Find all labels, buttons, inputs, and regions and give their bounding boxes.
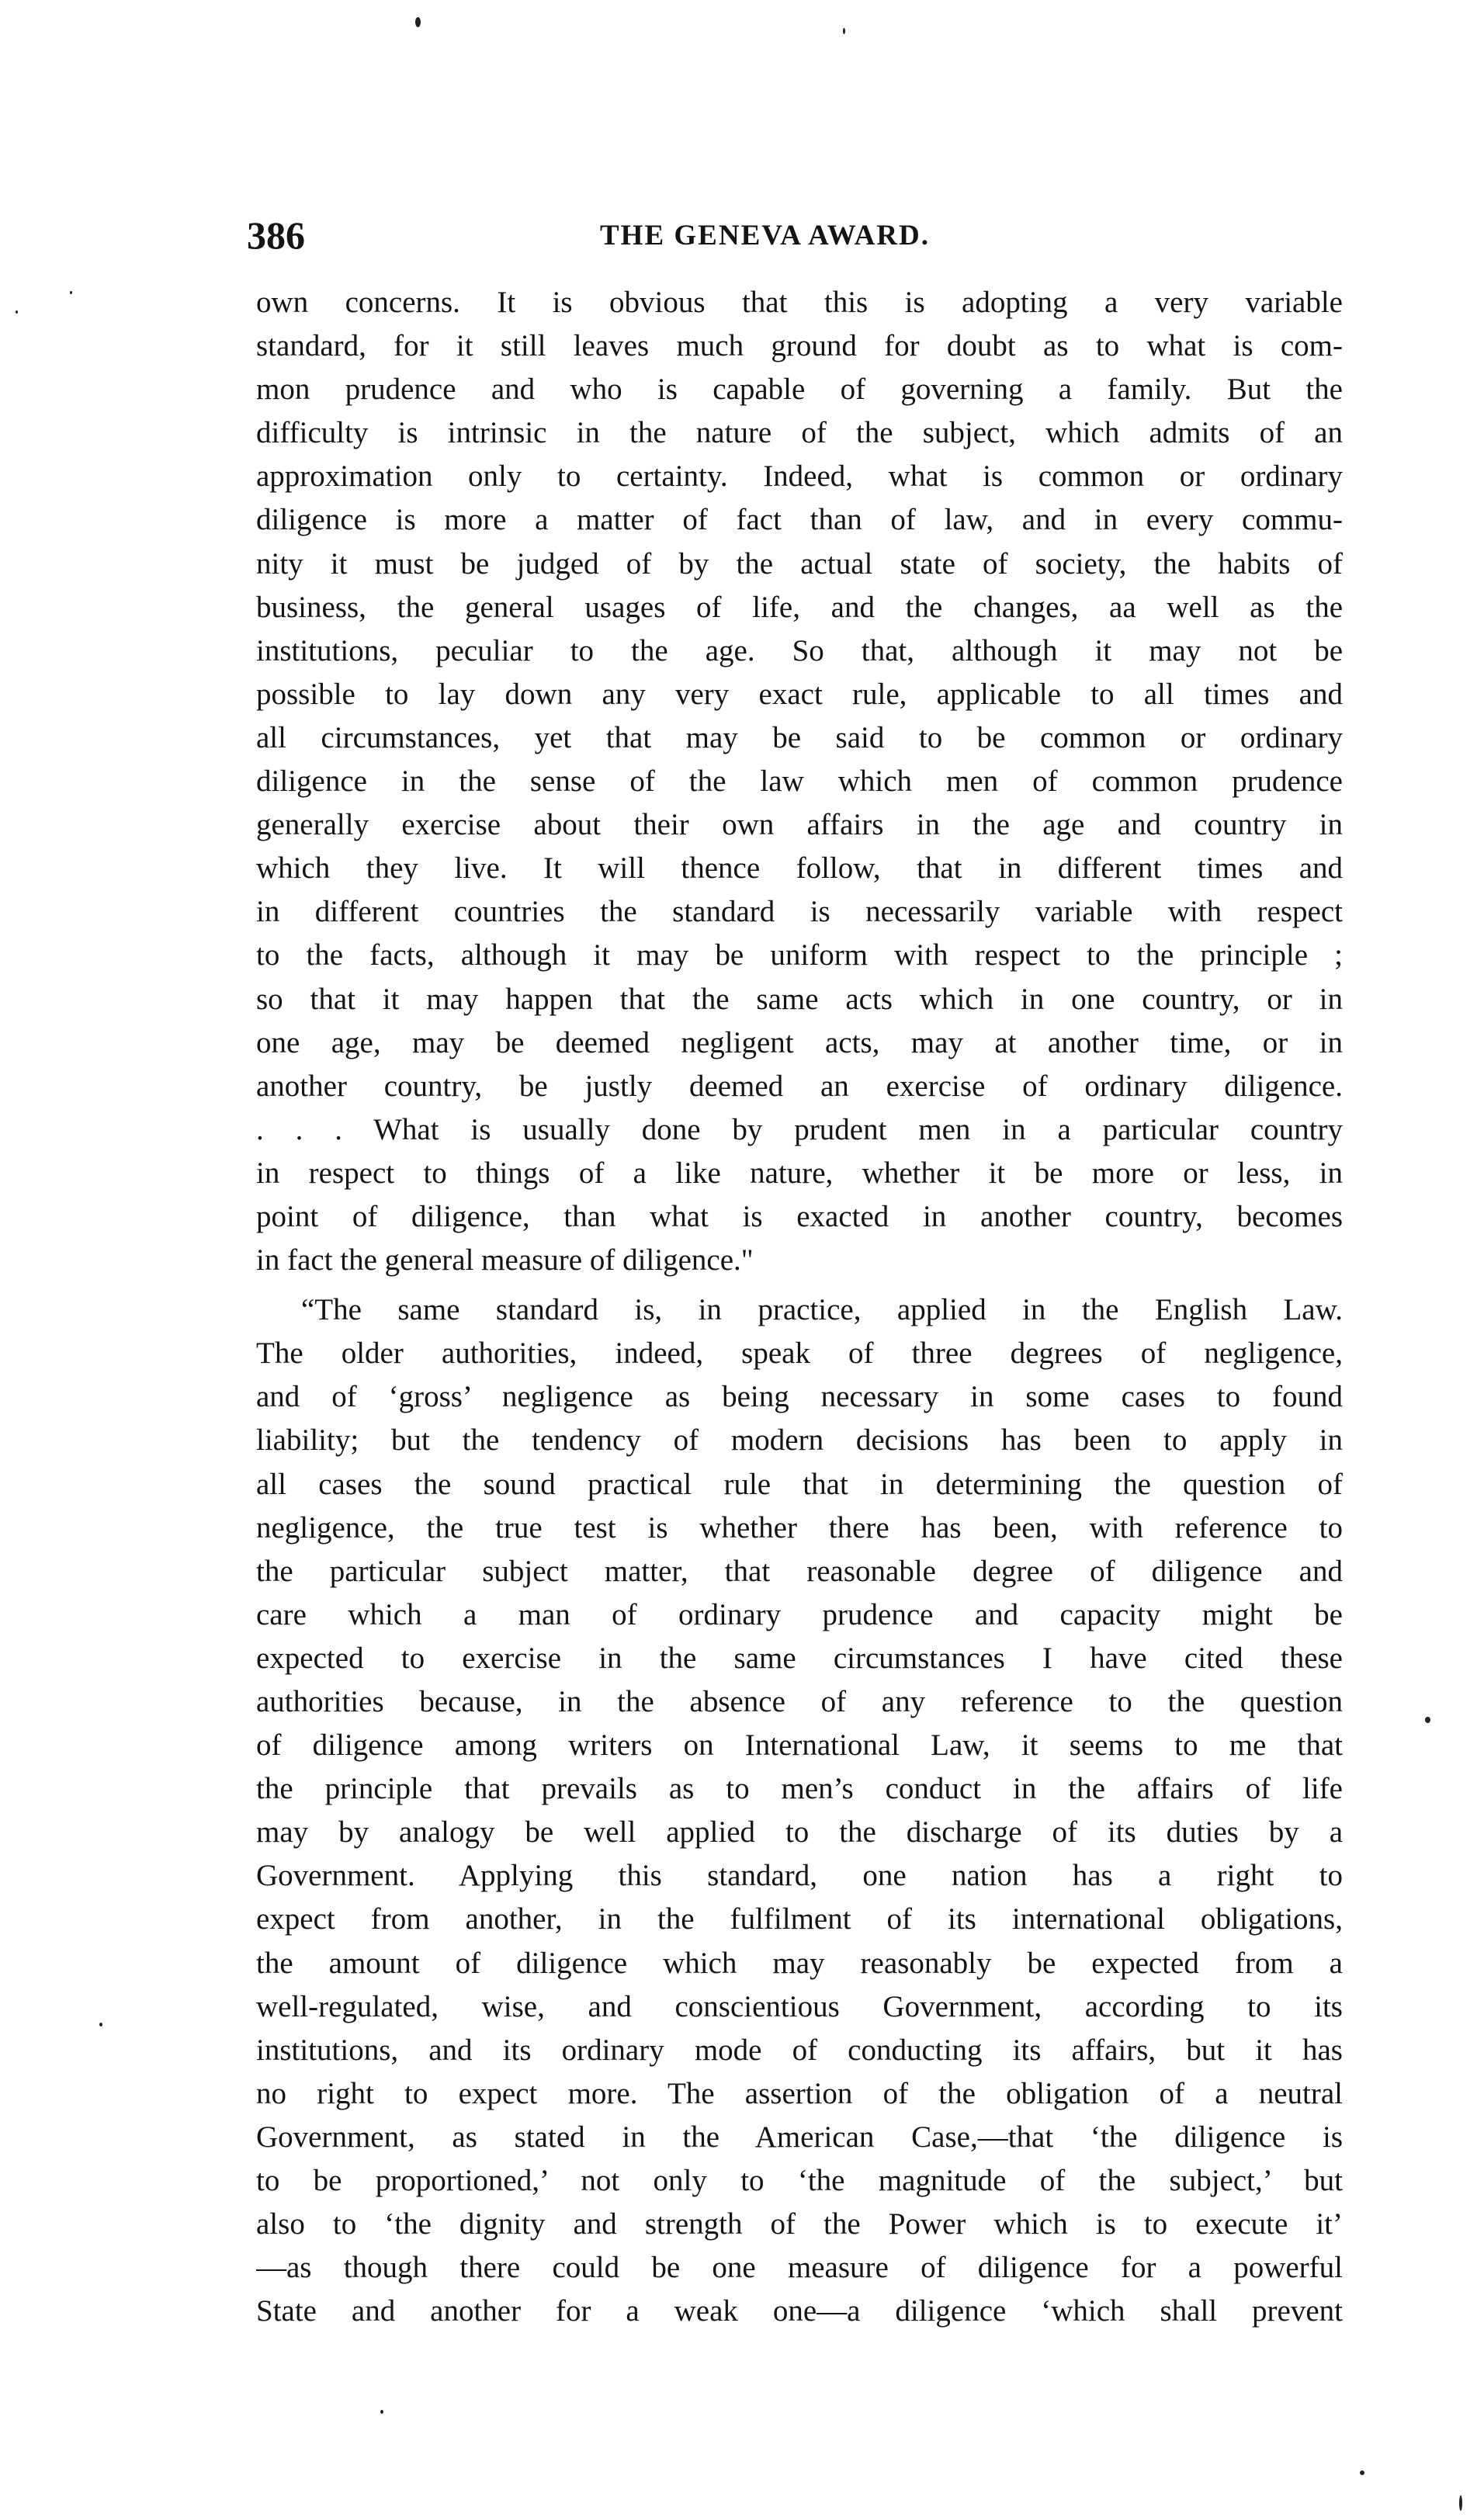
scan-speck: [843, 28, 845, 34]
text-line: and of ‘gross’ negligence as being necessary in some cases to found: [256, 1380, 1343, 1414]
text-line: all cases the sound practical rule that in determining the question of: [256, 1467, 1343, 1501]
scan-speck: [415, 17, 421, 27]
scan-speck: [99, 2023, 102, 2026]
text-line: Government, as stated in the American Case,—that ‘the diligence is: [256, 2120, 1343, 2154]
text-line: authorities because, in the absence of any reference to the question: [256, 1685, 1343, 1718]
text-line: difficulty is intrinsic in the nature of the subject, which admits of an: [256, 416, 1343, 450]
paragraph-2: [256, 1288, 1343, 2333]
scan-speck: [380, 2410, 383, 2414]
text-line: in respect to things of a like nature, whether it be more or less, in: [256, 1156, 1343, 1190]
paragraph-gap: [256, 1282, 1343, 1288]
text-line: to the facts, although it may be uniform with respect to the principle ;: [256, 938, 1343, 972]
text-line: which they live. It will thence follow, that in different times and: [256, 851, 1343, 886]
scan-speck: [1459, 2495, 1462, 2511]
text-line: business, the general usages of life, and the changes, aa well as the: [256, 590, 1343, 624]
text-line: the principle that prevails as to men’s conduct in the affairs of life: [256, 1772, 1343, 1806]
text-line: Government. Applying this standard, one nation has a right to: [256, 1859, 1343, 1893]
text-line: standard, for it still leaves much ground for doubt as to what is com-: [256, 329, 1343, 363]
text-line: mon prudence and who is capable of governing a family. But the: [256, 373, 1343, 407]
scan-speck: [16, 310, 18, 314]
scan-speck: [70, 291, 72, 294]
text-line: institutions, and its ordinary mode of conducting its affairs, but it has: [256, 2033, 1343, 2067]
text-line: to be proportioned,’ not only to ‘the magnitude of the subject,’ but: [256, 2164, 1343, 2198]
scan-speck: [1425, 1717, 1430, 1723]
text-line: in different countries the standard is necessarily variable with respect: [256, 895, 1343, 929]
text-line: liability; but the tendency of modern decisions has been to apply in: [256, 1423, 1343, 1458]
text-line: The older authorities, indeed, speak of three degrees of negligence,: [256, 1337, 1343, 1371]
text-line: approximation only to certainty. Indeed, what is common or ordinary: [256, 459, 1343, 494]
text-line: own concerns. It is obvious that this is adopting a very variable: [256, 286, 1343, 319]
paragraph-1: [256, 281, 1343, 1282]
text-line: in fact the general measure of diligence.": [256, 1243, 754, 1278]
text-line: point of diligence, than what is exacted in another country, becomes: [256, 1199, 1343, 1233]
text-line: State and another for a weak one—a diligence ‘which shall prevent: [256, 2294, 1343, 2328]
text-line: the amount of diligence which may reasonably be expected from a: [256, 1946, 1343, 1980]
page-header: [247, 208, 1349, 262]
running-title: THE GENEVA AWARD.: [600, 220, 931, 251]
text-line: no right to expect more. The assertion of the obligation of a neutral: [256, 2076, 1343, 2110]
text-line: diligence in the sense of the law which men of common prudence: [256, 764, 1343, 799]
text-line: “The same standard is, in practice, applied in the English Law.: [301, 1293, 1343, 1327]
text-line: —as though there could be one measure of diligence for a powerful: [256, 2251, 1343, 2285]
text-line: of diligence among writers on International Law, it seems to me that: [256, 1728, 1343, 1763]
page-number: 386: [247, 213, 305, 257]
text-line: so that it may happen that the same acts which in one country, or in: [256, 982, 1343, 1016]
text-line: all circumstances, yet that may be said to be common or ordinary: [256, 720, 1343, 754]
text-line: may by analogy be well applied to the discharge of its duties by a: [256, 1815, 1343, 1850]
body-text: [256, 281, 1343, 2333]
text-line: expect from another, in the fulfilment of its international obligations,: [256, 1902, 1343, 1936]
text-line: . . . What is usually done by prudent men in a particular country: [256, 1112, 1343, 1146]
text-line: well-regulated, wise, and conscientious Government, according to its: [256, 1989, 1343, 2023]
text-line: institutions, peculiar to the age. So that, although it may not be: [256, 633, 1343, 667]
text-line: another country, be justly deemed an exercise of ordinary diligence.: [256, 1069, 1343, 1103]
text-line: care which a man of ordinary prudence and capacity might be: [256, 1597, 1343, 1631]
text-line: the particular subject matter, that reasonable degree of diligence and: [256, 1554, 1343, 1588]
text-line: negligence, the true test is whether there has been, with reference to: [256, 1510, 1343, 1545]
text-line: also to ‘the dignity and strength of the Power which is to execute it’: [256, 2207, 1343, 2241]
text-line: generally exercise about their own affairs in the age and country in: [256, 808, 1343, 842]
text-line: possible to lay down any very exact rule, applicable to all times and: [256, 677, 1343, 711]
text-line: diligence is more a matter of fact than of law, and in every commu-: [256, 503, 1343, 537]
scan-speck: [1360, 2470, 1364, 2475]
text-line: nity it must be judged of by the actual state of society, the habits of: [256, 546, 1343, 581]
text-line: one age, may be deemed negligent acts, may at another time, or in: [256, 1025, 1343, 1059]
text-line: expected to exercise in the same circumstances I have cited these: [256, 1641, 1343, 1675]
